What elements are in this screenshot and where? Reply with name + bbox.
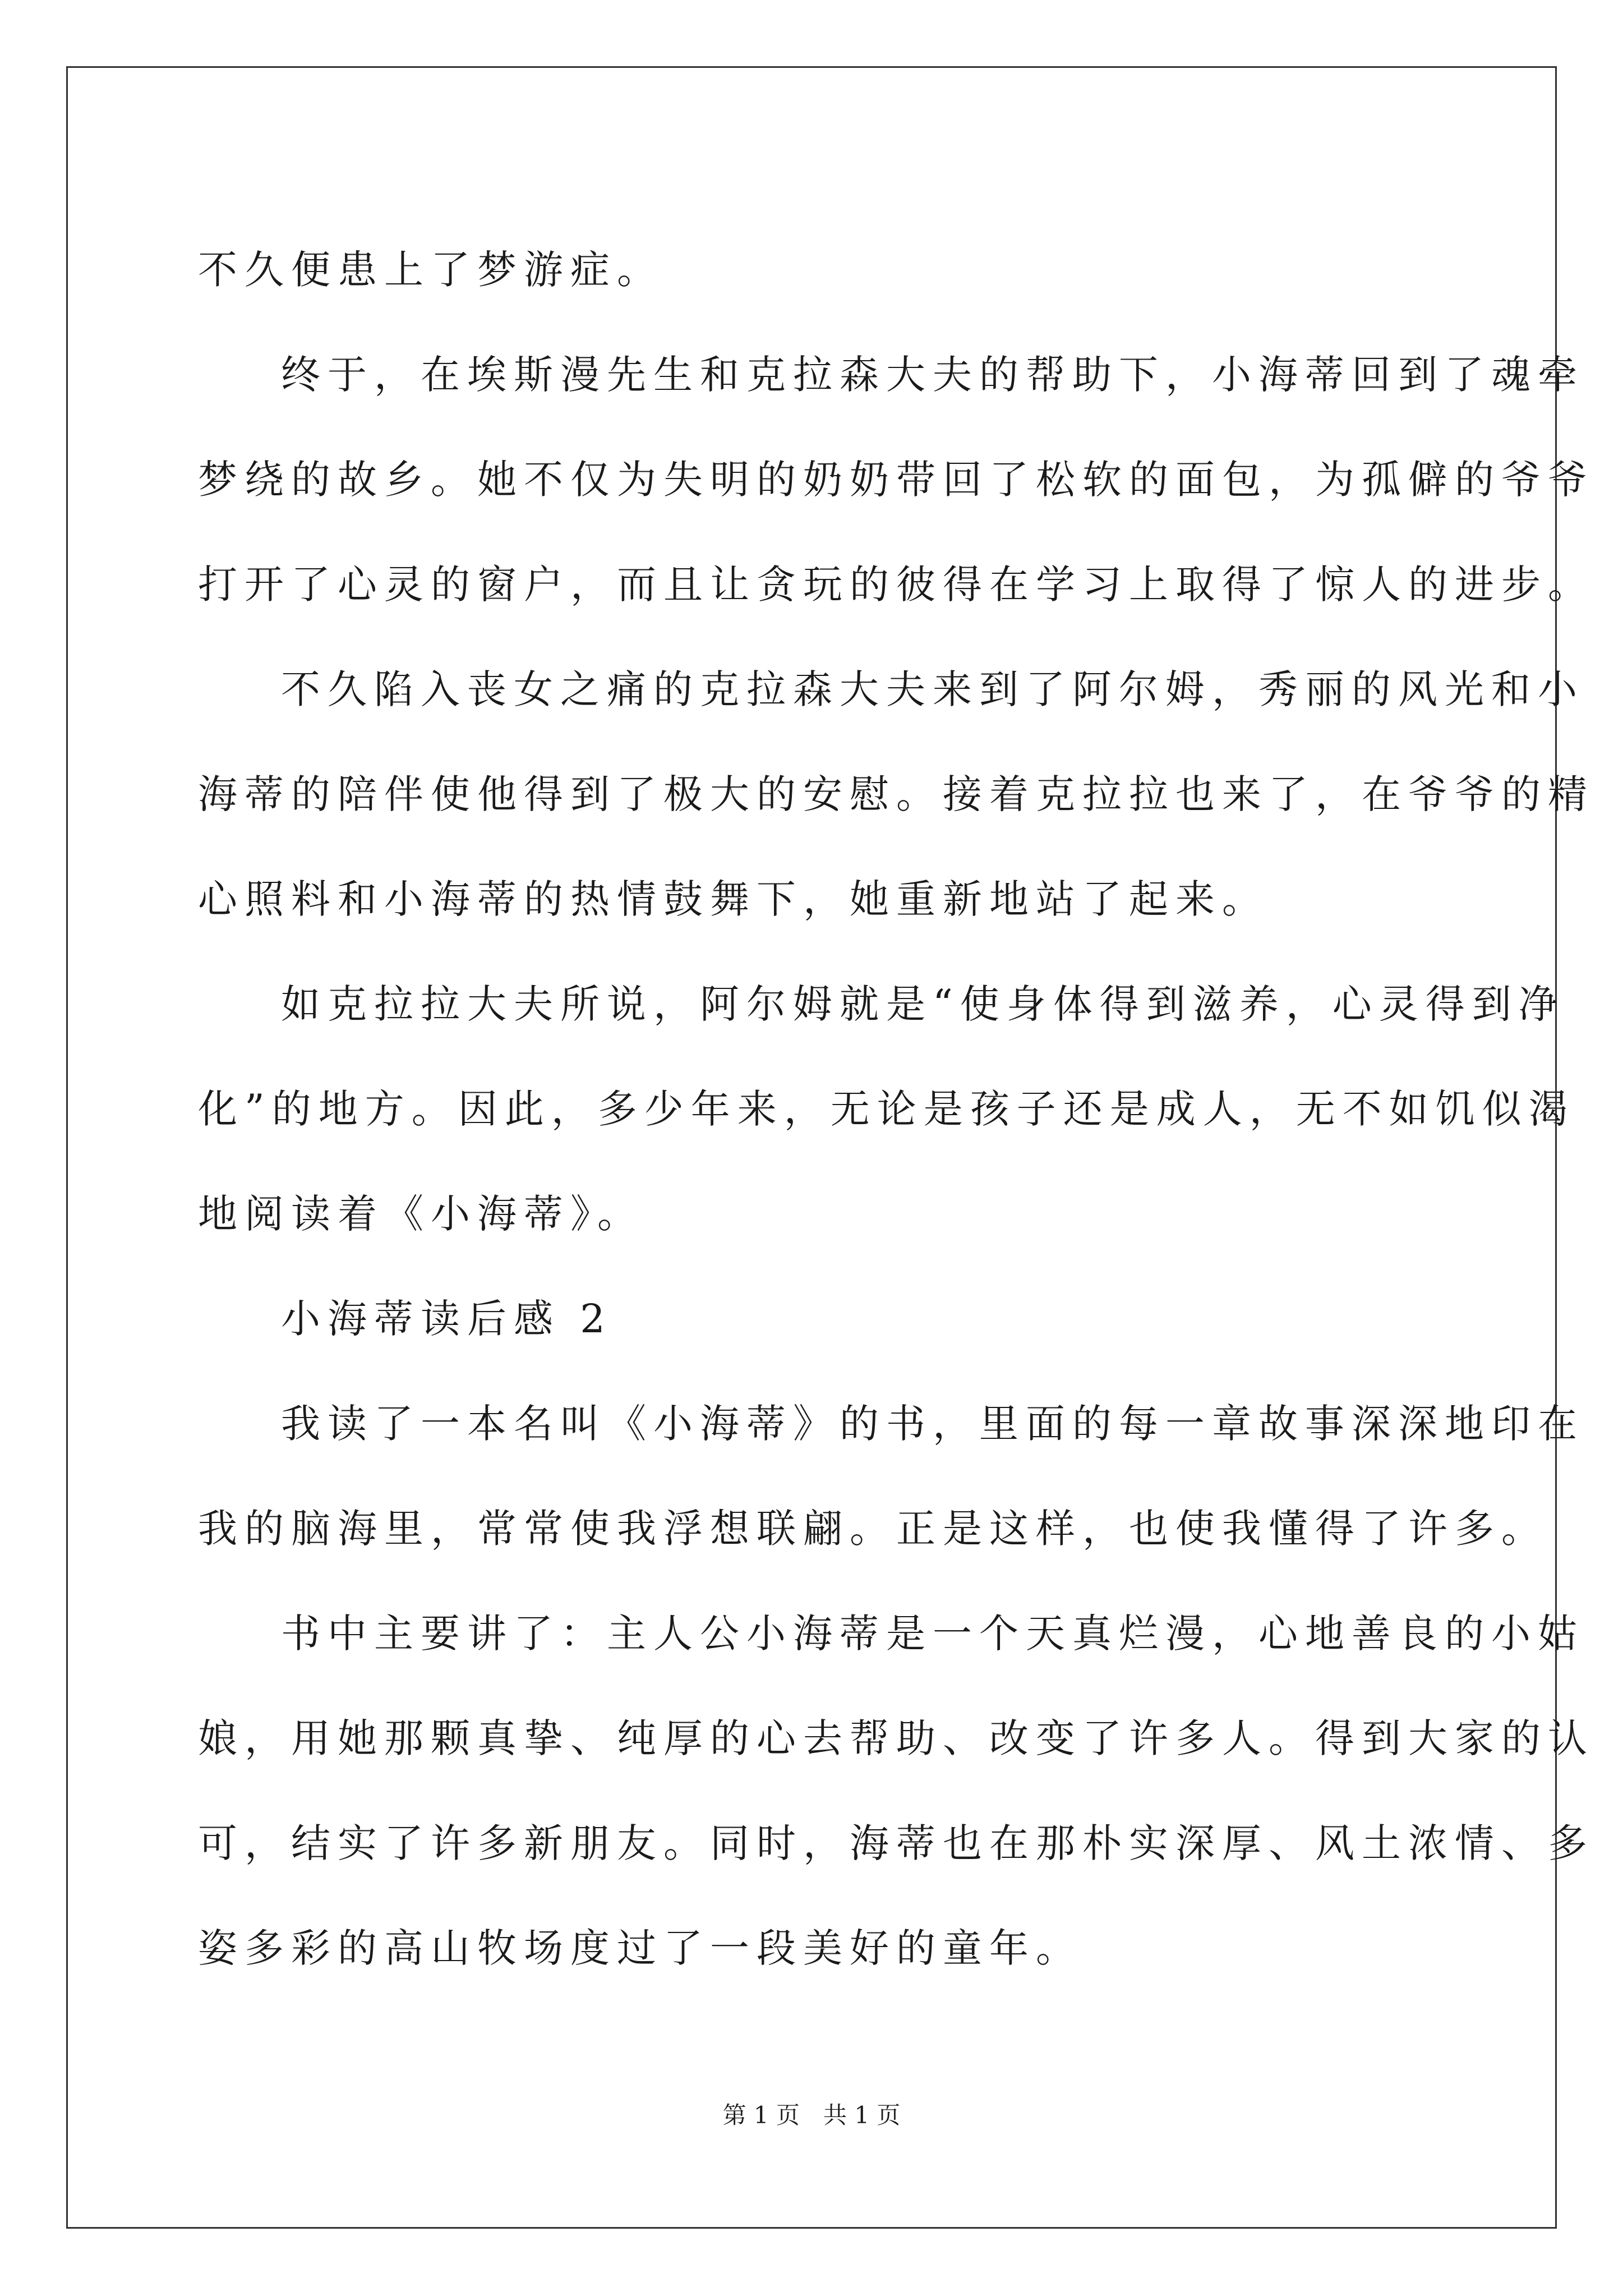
text-line-3: 梦绕的故乡。她不仅为失明的奶奶带回了松软的面包，为孤僻的爷爷 <box>198 457 1594 503</box>
text-line-1: 不久便患上了梦游症。 <box>198 247 663 293</box>
text-line-17: 姿多彩的高山牧场度过了一段美好的童年。 <box>198 1925 1082 1971</box>
text-line-12: 我读了一本名叫《小海蒂》的书，里面的每一章故事深深地印在 <box>281 1401 1584 1447</box>
text-line-15: 娘，用她那颗真挚、纯厚的心去帮助、改变了许多人。得到大家的认 <box>198 1715 1594 1761</box>
text-line-7: 心照料和小海蒂的热情鼓舞下，她重新地站了起来。 <box>198 876 1269 922</box>
text-line-16: 可，结实了许多新朋友。同时，海蒂也在那朴实深厚、风土浓情、多 <box>198 1820 1594 1866</box>
text-line-13: 我的脑海里，常常使我浮想联翩。正是这样，也使我懂得了许多。 <box>198 1506 1548 1552</box>
text-line-14: 书中主要讲了：主人公小海蒂是一个天真烂漫，心地善良的小姑 <box>281 1611 1584 1657</box>
document-body <box>198 218 1594 2001</box>
text-line-2: 终于，在埃斯漫先生和克拉森大夫的帮助下，小海蒂回到了魂牵 <box>281 352 1584 398</box>
page-footer: 第 1 页 共 1 页 <box>722 2101 901 2129</box>
text-line-8: 如克拉拉大夫所说，阿尔姆就是“使身体得到滋养，心灵得到净 <box>281 981 1565 1027</box>
text-line-5: 不久陷入丧女之痛的克拉森大夫来到了阿尔姆，秀丽的风光和小 <box>281 666 1584 712</box>
text-line-10: 地阅读着《小海蒂》。 <box>198 1191 644 1237</box>
text-line-6: 海蒂的陪伴使他得到了极大的安慰。接着克拉拉也来了，在爷爷的精 <box>198 771 1594 817</box>
section-heading: 小海蒂读后感 2 <box>281 1296 612 1342</box>
text-line-9: 化”的地方。因此，多少年来，无论是孩子还是成人，无不如饥似渴 <box>198 1086 1575 1132</box>
text-line-4: 打开了心灵的窗户，而且让贪玩的彼得在学习上取得了惊人的进步。 <box>198 562 1594 608</box>
